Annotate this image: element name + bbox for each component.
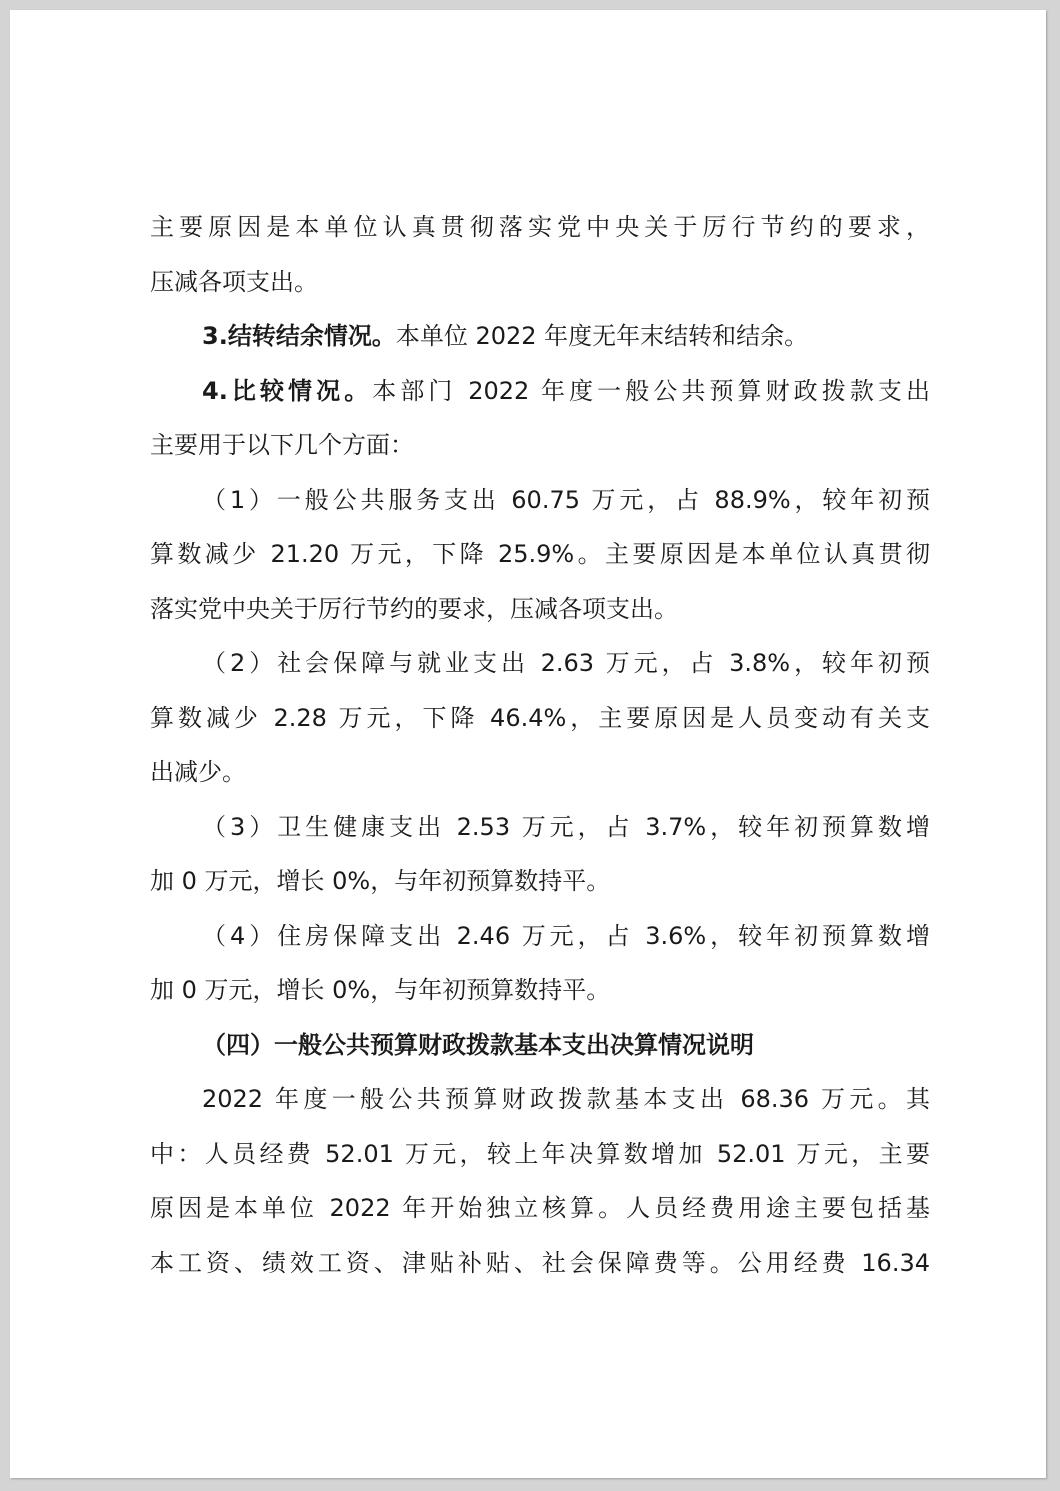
- paragraph-line: 落实党中央关于厉行节约的要求，压减各项支出。: [150, 594, 678, 623]
- paragraph-line: 加 0 万元，增长 0%，与年初预算数持平。: [150, 976, 611, 1004]
- paragraph-line: 算数减少 2.28 万元，下降 46.4%，主要原因是人员变动有关支: [150, 703, 930, 732]
- paragraph-line: 出减少。: [150, 758, 246, 786]
- paragraph-line: 压减各项支出。: [150, 267, 318, 296]
- paragraph-text: 本部门 2022 年度一般公共预算财政拨款支出: [372, 376, 930, 405]
- paragraph-line: 2022 年度一般公共预算财政拨款基本支出 68.36 万元。其: [202, 1085, 930, 1113]
- paragraph-line: 原因是本单位 2022 年开始独立核算。人员经费用途主要包括基: [150, 1194, 930, 1222]
- paragraph-line: [150, 364, 930, 419]
- section-heading: 4.比较情况。: [202, 376, 373, 405]
- document-body: [150, 200, 930, 1290]
- paragraph-line: [150, 309, 930, 364]
- section-heading: （四）一般公共预算财政拨款基本支出决算情况说明: [202, 1030, 754, 1059]
- paragraph-line: 主要原因是本单位认真贯彻落实党中央关于厉行节约的要求，: [150, 213, 930, 241]
- paragraph-line: 算数减少 21.20 万元，下降 25.9%。主要原因是本单位认真贯彻: [150, 540, 930, 568]
- paragraph-text: 本单位 2022 年度无年末结转和结余。: [395, 322, 809, 350]
- paragraph-line: 中：人员经费 52.01 万元，较上年决算数增加 52.01 万元，主要: [150, 1139, 930, 1168]
- paragraph-line: 本工资、绩效工资、津贴补贴、社会保障费等。公用经费 16.34: [150, 1248, 930, 1277]
- document-page: [10, 10, 1046, 1478]
- paragraph-line: （2）社会保障与就业支出 2.63 万元，占 3.8%，较年初预: [202, 649, 930, 677]
- paragraph-line: （1）一般公共服务支出 60.75 万元，占 88.9%，较年初预: [202, 485, 930, 514]
- paragraph-line: （4）住房保障支出 2.46 万元，占 3.6%，较年初预算数增: [202, 921, 930, 950]
- section-heading-line: [150, 1018, 930, 1073]
- paragraph-line: （3）卫生健康支出 2.53 万元，占 3.7%，较年初预算数增: [202, 812, 930, 841]
- paragraph-line: 加 0 万元，增长 0%，与年初预算数持平。: [150, 867, 611, 895]
- paragraph-line: 主要用于以下几个方面：: [150, 431, 414, 459]
- section-heading: 3.结转结余情况。: [202, 322, 396, 350]
